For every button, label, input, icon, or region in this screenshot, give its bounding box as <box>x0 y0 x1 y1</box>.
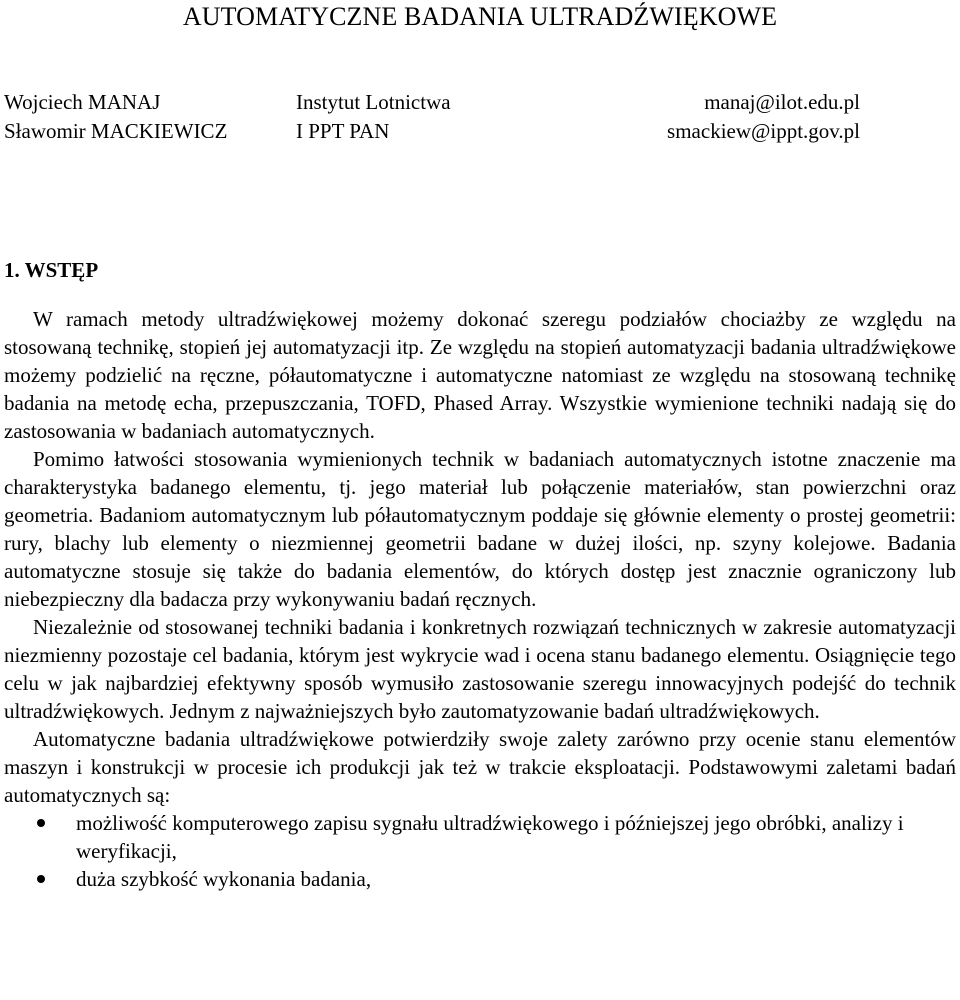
author-email: smackiew@ippt.gov.pl <box>667 119 860 143</box>
paper-title: AUTOMATYCZNE BADANIA ULTRADŹWIĘKOWE <box>182 2 778 31</box>
author-row <box>4 90 956 118</box>
paragraph: W ramach metody ultradźwiękowej możemy dokonać szeregu podziałów chociażby ze względu na stosowaną technikę, stopień jej automatyzacji itp. Ze względu na stopień automatyzacji badania ultradźwiękowe możemy podzielić na ręczne, półautomatyczne i automatyczne natomiast ze względu na stosowaną technikę badania na metodę echa, przepuszczania, TOFD, Phased Array. Wszystkie wymienione techniki nadają się do zastosowania w badaniach automatycznych. <box>4 307 956 443</box>
list-item <box>4 865 956 893</box>
paragraph: Niezależnie od stosowanej techniki badania i konkretnych rozwiązań technicznych w zakresie automatyzacji niezmienny pozostaje cel badania, którym jest wykrycie wad i ocena stanu badanego elementu. Osiągnięcie tego celu w jak najbardziej efektywny sposób wymusiło zastosowanie szeregu innowacyjnych podejść do technik ultradźwiękowych. Jednym z najważniejszych było zautomatyzowanie badań ultradźwiękowych. <box>4 615 956 723</box>
section-body <box>4 305 956 893</box>
author-name: Sławomir MACKIEWICZ <box>4 119 228 143</box>
advantages-list <box>4 809 956 893</box>
list-item-text: możliwość komputerowego zapisu sygnału ultradźwiękowego i późniejszej jego obróbki, analizy i weryfikacji, <box>76 811 904 863</box>
author-name: Wojciech MANAJ <box>4 90 161 114</box>
section-heading: 1. WSTĘP <box>4 258 99 282</box>
paragraph: Automatyczne badania ultradźwiękowe potwierdziły swoje zalety zarówno przy ocenie stanu elementów maszyn i konstrukcji w procesie ich produkcji jak też w trakcie eksploatacji. Podstawowymi zaletami badań automatycznych są: <box>4 727 956 807</box>
author-row <box>4 119 956 147</box>
paragraph: Pomimo łatwości stosowania wymienionych technik w badaniach automatycznych istotne znaczenie ma charakterystyka badanego elementu, tj. jego materiał lub połączenie materiałów, stan powierzchni oraz geometria. Badaniom automatycznym lub półautomatycznym poddaje się głównie elementy o prostej geometrii: rury, blachy lub elementy o niezmiennej geometrii badane w dużej ilości, np. szyny kolejowe. Badania automatyczne stosuje się także do badania elementów, do których dostęp jest znacznie ograniczony lub niebezpieczny dla badacza przy wykonywaniu badań ręcznych. <box>4 447 956 611</box>
author-institution: I PPT PAN <box>296 119 390 143</box>
list-item <box>4 809 956 865</box>
bullet-icon <box>37 819 45 827</box>
bullet-icon <box>37 875 45 883</box>
list-item-text: duża szybkość wykonania badania, <box>76 867 372 891</box>
author-email: manaj@ilot.edu.pl <box>704 90 860 114</box>
author-institution: Instytut Lotnictwa <box>296 90 451 114</box>
